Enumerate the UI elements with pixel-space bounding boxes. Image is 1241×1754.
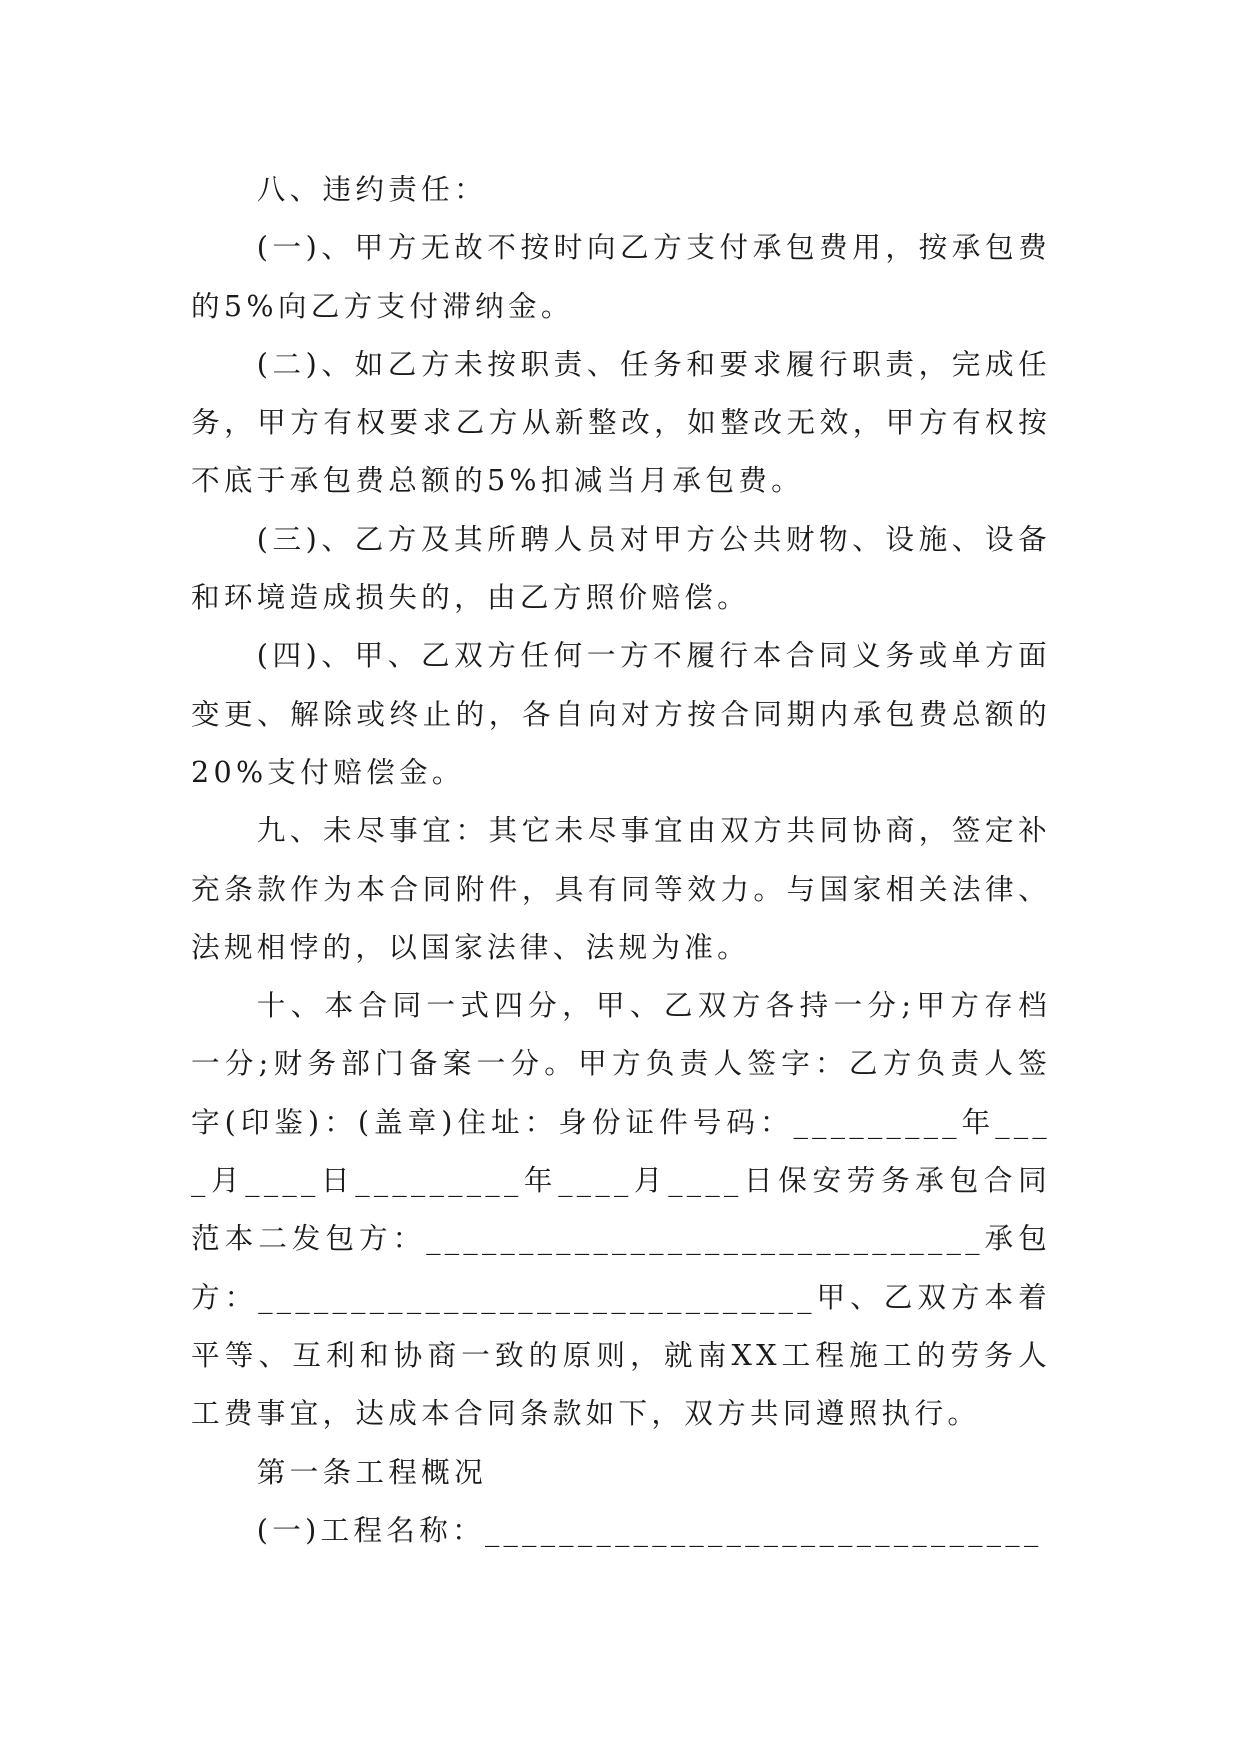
- paragraph-8-3: (三)、乙方及其所聘人员对甲方公共财物、设施、设备和环境造成损失的，由乙方照价赔偿。: [191, 521, 1051, 615]
- article-1-heading: 第一条工程概况: [256, 1454, 487, 1489]
- paragraph-8-4: (四)、甲、乙双方任何一方不履行本合同义务或单方面变更、解除或终止的，各自向对方按合同期内承包费总额的20%支付赔偿金。: [191, 638, 1051, 789]
- paragraph-8-heading: 八、违约责任：: [256, 172, 487, 206]
- paragraph-8-1: (一)、甲方无故不按时向乙方支付承包费用，按承包费的5%向乙方支付滞纳金。: [191, 230, 1051, 323]
- paragraph-10: 十、本合同一式四分，甲、乙双方各持一分;甲方存档一分;财务部门备案一分。甲方负责人签字：乙方负责人签字(印鉴)：(盖章)住址：身份证件号码：_________年____月____日_________年____月____日保安劳务承包合同范本二发包方：______________________________承包方：______________________________甲、乙双方本着平等、互利和协商一致的原则，就南XX工程施工的劳务人工费事宜，达成本合同条款如下，双方共同遵照执行。: [191, 988, 1051, 1431]
- project-name-line: (一)工程名称：______________________________: [256, 1512, 1043, 1547]
- document-body: [191, 160, 1051, 1559]
- paragraph-9: 九、未尽事宜：其它未尽事宜由双方共同协商，签定补充条款作为本合同附件，具有同等效力。与国家相关法律、法规相悖的，以国家法律、法规为准。: [191, 813, 1051, 964]
- paragraph-8-2: (二)、如乙方未按职责、任务和要求履行职责，完成任务，甲方有权要求乙方从新整改，如整改无效，甲方有权按不底于承包费总额的5%扣减当月承包费。: [191, 346, 1051, 498]
